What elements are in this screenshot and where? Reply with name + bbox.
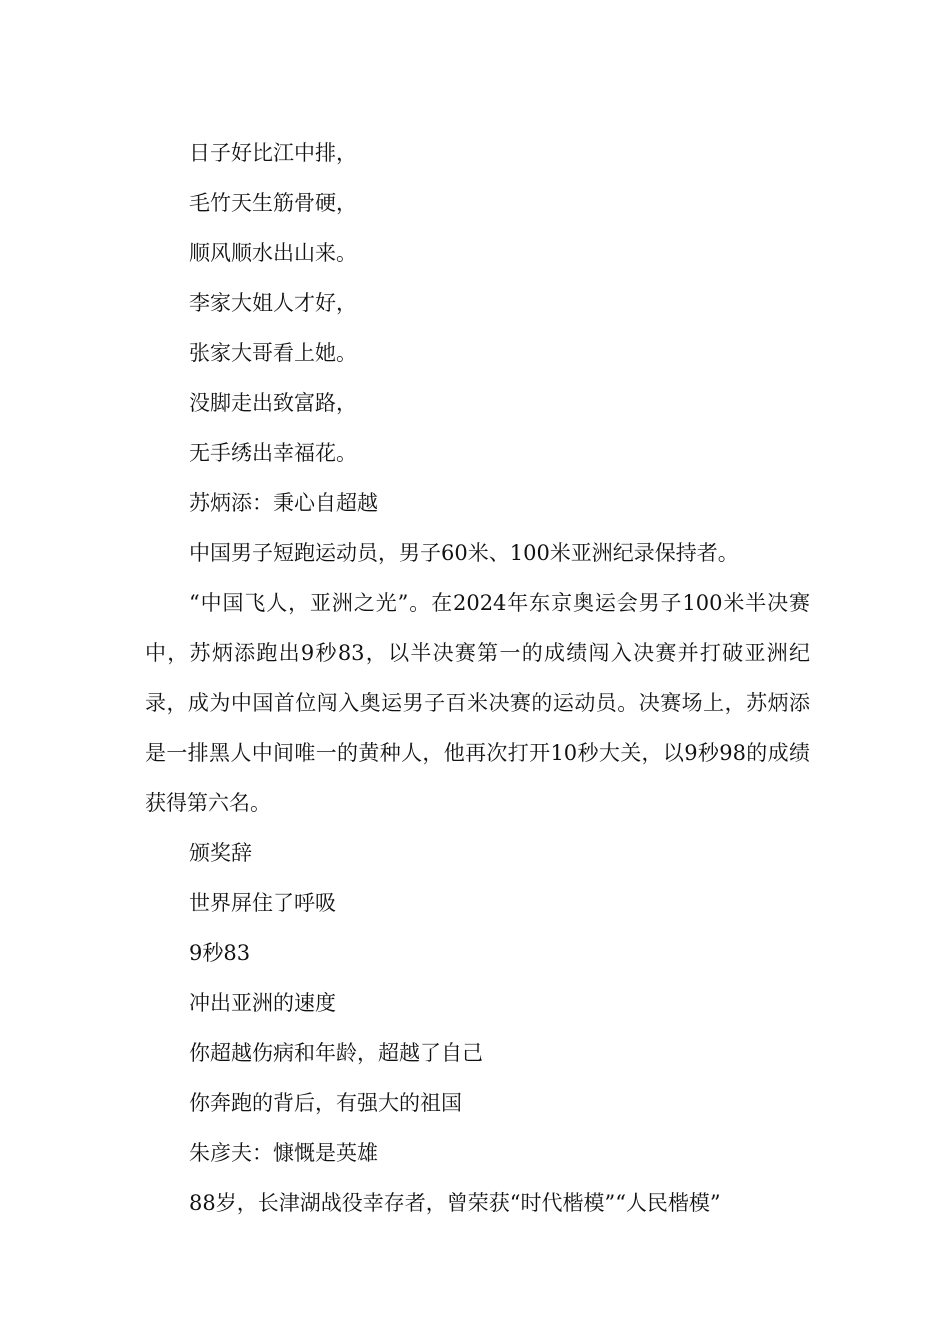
poem-line-6: 没脚走出致富路， xyxy=(189,391,357,415)
poem-line-7: 无手绣出幸福花。 xyxy=(189,441,357,465)
award-line-2: 9秒83 xyxy=(189,941,251,965)
award-speech-heading: 颁奖辞 xyxy=(189,841,252,865)
poem-line-4: 李家大姐人才好， xyxy=(189,291,357,315)
su-bingtian-intro: 中国男子短跑运动员，男子60米、100米亚洲纪录保持者。 xyxy=(189,541,739,565)
section-heading-su-bingtian: 苏炳添：秉心自超越 xyxy=(189,491,378,515)
poem-line-1: 日子好比江中排， xyxy=(189,141,357,165)
award-line-1: 世界屏住了呼吸 xyxy=(189,891,336,915)
section-heading-zhu-yanfu: 朱彦夫：慷慨是英雄 xyxy=(189,1141,378,1165)
award-line-5: 你奔跑的背后，有强大的祖国 xyxy=(189,1091,462,1115)
award-line-3: 冲出亚洲的速度 xyxy=(189,991,336,1015)
poem-line-2: 毛竹天生筋骨硬， xyxy=(189,191,357,215)
poem-line-3: 顺风顺水出山来。 xyxy=(189,241,357,265)
su-bingtian-paragraph: “中国飞人，亚洲之光”。在2024年东京奥运会男子100米半决赛中，苏炳添跑出9秒83，以半决赛第一的成绩闯入决赛并打破亚洲纪录，成为中国首位闯入奥运男子百米决赛的运动员。决赛场上，苏炳添是一排黑人中间唯一的黄种人，他再次打开10秒大关，以9秒98的成绩获得第六名。 xyxy=(145,591,810,815)
poem-line-5: 张家大哥看上她。 xyxy=(189,341,357,365)
award-line-4: 你超越伤病和年龄，超越了自己 xyxy=(189,1041,483,1065)
document-body xyxy=(145,128,810,1228)
zhu-yanfu-intro: 88岁，长津湖战役幸存者，曾荣获“时代楷模”“人民楷模” xyxy=(189,1191,721,1215)
